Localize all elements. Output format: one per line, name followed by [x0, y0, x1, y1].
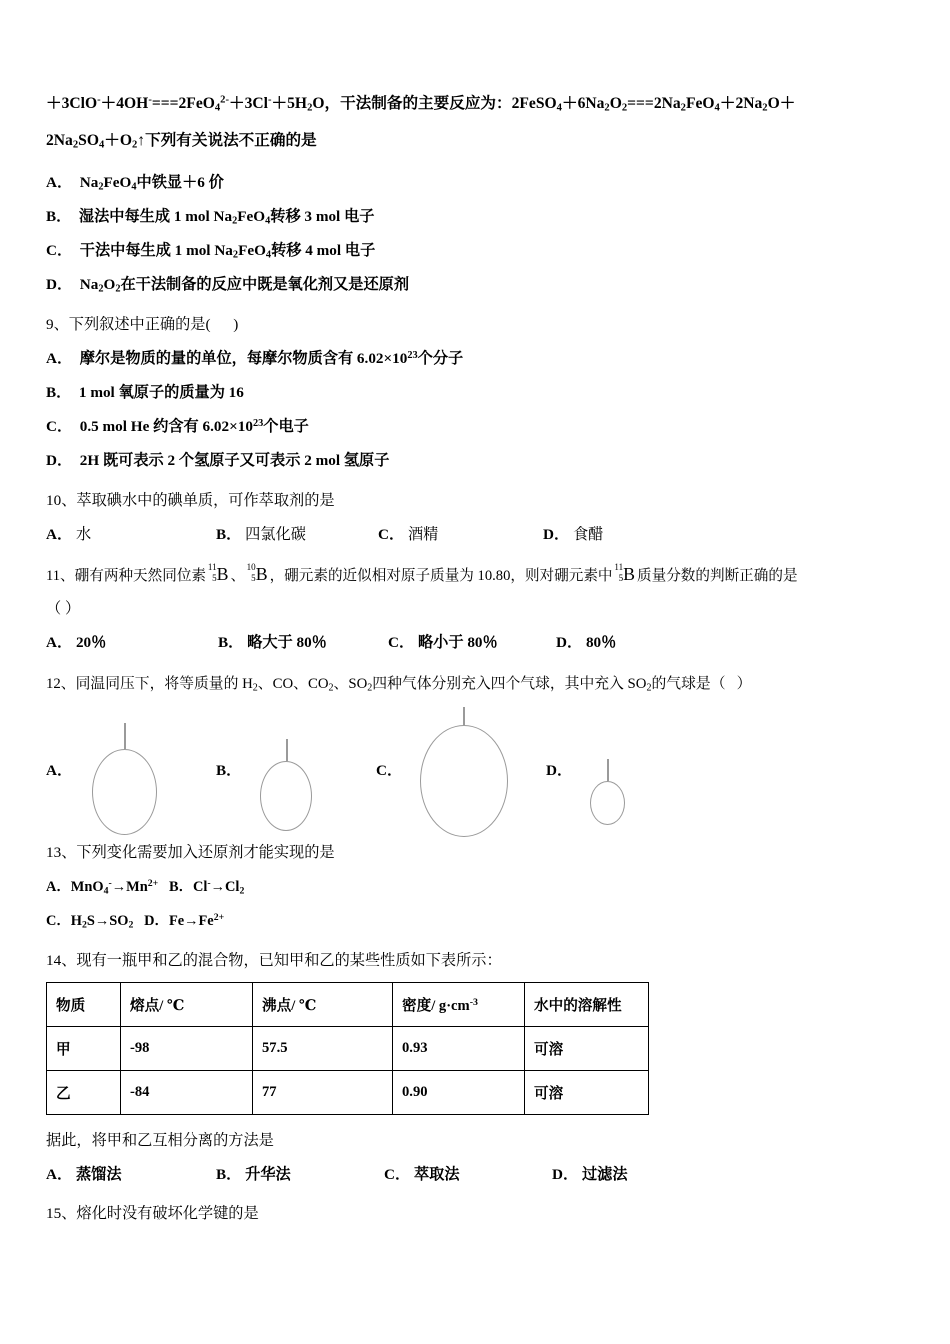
isotope-mass-number: 10: [246, 561, 256, 572]
q11-stem-line2: （ ）: [46, 599, 81, 617]
q14-option-b-text: 升华法: [245, 1165, 291, 1183]
q9-option-a-label: A．: [46, 349, 73, 367]
q14-post-table-text: 据此，将甲和乙互相分离的方法是: [46, 1131, 274, 1149]
q11-stem-text-3: 质量分数的判断正确的是: [637, 567, 798, 584]
q11-option-a-text: 20％: [75, 633, 107, 651]
balloon-bulb: [420, 725, 508, 837]
q11-option-c[interactable]: [388, 631, 556, 652]
q10-option-b-label: B．: [216, 525, 242, 543]
q8-option-b-text: 湿法中每生成 1 mol $Na_2FeO_4$转移 3 mol 电子: [75, 207, 375, 227]
q9-option-d-label: D．: [46, 451, 73, 469]
q9-option-a[interactable]: [46, 347, 918, 368]
q15-stem: [46, 1202, 918, 1223]
q14-option-d[interactable]: [552, 1163, 628, 1184]
table-header-density: 密度/ $g\cdot cm^{-3}$: [393, 982, 525, 1026]
q12-option-a-label: A．: [46, 761, 73, 779]
table-header-solubility: 水中的溶解性: [525, 982, 649, 1026]
q11-option-c-label: C．: [388, 633, 415, 651]
table-cell-solubility: 可溶: [525, 1070, 649, 1114]
q8-option-b-label: B．: [46, 207, 72, 225]
q8-option-a[interactable]: [46, 171, 918, 192]
table-cell-melting-point: -98: [121, 1026, 253, 1070]
q8-equation-text-1: $+3ClO^-+4OH^-===2FeO_4^{2-}+3Cl^-+5H_2O$，干法制备的主要反应为：$2FeSO_4+6Na_2O_2===2Na_2FeO_4+2Na_2O+$: [46, 94, 796, 114]
isotope-boron-11-b: [614, 561, 635, 585]
q9-option-b-text: 1 mol 氧原子的质量为 16: [75, 383, 244, 401]
q9-option-a-text: 摩尔是物质的量的单位，每摩尔物质含有 $6.02\times 10^{23}$个分子: [75, 349, 464, 367]
q12-option-d[interactable]: [546, 715, 706, 833]
q10-option-c-text: 酒精: [407, 525, 439, 543]
q13-option-line-1[interactable]: [46, 875, 918, 896]
q14-stem-text: 现有一瓶甲和乙的混合物，已知甲和乙的某些性质如下表所示：: [76, 951, 502, 969]
balloon-stem: [607, 759, 609, 781]
q13-option-line-2[interactable]: [46, 909, 918, 930]
isotope-boron-10: [246, 561, 268, 585]
q9-number: 9、: [46, 315, 69, 333]
q11-option-a-label: A．: [46, 633, 73, 651]
q13-option-b: B．$Cl^-\to Cl_2$: [168, 877, 245, 897]
balloon-icon-c: [420, 707, 512, 839]
q11-option-d-label: D．: [556, 633, 583, 651]
q10-number: 10、: [46, 491, 77, 509]
q12-option-d-label: D．: [546, 761, 573, 779]
q15-number: 15、: [46, 1204, 77, 1222]
q11-option-b-label: B．: [218, 633, 244, 651]
q8-option-d[interactable]: [46, 273, 918, 294]
balloon-bulb: [260, 761, 312, 831]
q11-option-c-text: 略小于 80％: [417, 633, 498, 651]
q8-option-a-label: A．: [46, 173, 73, 191]
table-cell-substance: 甲: [47, 1026, 121, 1070]
table-cell-melting-point: -84: [121, 1070, 253, 1114]
q9-option-d[interactable]: [46, 449, 918, 470]
q11-stem-text-1: 硼有两种天然同位素: [74, 567, 207, 584]
balloon-icon-b: [260, 739, 320, 833]
balloon-icon-d: [590, 759, 632, 829]
document-body: [46, 92, 918, 1225]
q12-balloon-choices: [46, 715, 918, 833]
q12-number: 12、: [46, 675, 76, 692]
q14-number: 14、: [46, 951, 77, 969]
q14-option-b[interactable]: [216, 1163, 384, 1184]
q9-option-b[interactable]: [46, 381, 918, 402]
table-cell-substance: 乙: [47, 1070, 121, 1114]
table-header-melting-point: 熔点/ ℃: [121, 982, 253, 1026]
q13-number: 13、: [46, 843, 77, 861]
q13-option-c: C．$H_2S\to SO_2$: [46, 912, 134, 931]
table-cell-boiling-point: 57.5: [253, 1026, 393, 1070]
balloon-icon-a: [92, 723, 162, 835]
q12-option-c[interactable]: [376, 715, 546, 833]
isotope-mass-number: 11: [614, 561, 624, 572]
table-cell-density: 0.93: [393, 1026, 525, 1070]
q8-option-c-label: C．: [46, 241, 73, 259]
q8-equation-line-2: [46, 129, 918, 152]
q8-option-d-text: $Na_2O_2$在干法制备的反应中既是氧化剂又是还原剂: [75, 275, 410, 295]
q14-properties-table-wrap: [46, 982, 918, 1115]
q8-equation-text-2: $2Na_2SO_4+O_2↑$下列有关说法不正确的是: [46, 132, 317, 151]
q10-option-c[interactable]: [378, 523, 543, 544]
q12-stem-text: 同温同压下，将等质量的 $H_2$、CO、$CO_2$、$SO_2$四种气体分别充入四个气球，其中充入 $SO_2$的气球是（ ）: [75, 675, 752, 694]
table-header-row: [47, 982, 649, 1026]
balloon-stem: [463, 707, 465, 725]
table-cell-boiling-point: 77: [253, 1070, 393, 1114]
q9-option-b-label: B．: [46, 383, 72, 401]
q10-option-d-text: 食醋: [572, 525, 604, 543]
q14-option-b-label: B．: [216, 1165, 242, 1183]
q10-options: [46, 523, 918, 544]
balloon-stem: [286, 739, 288, 761]
q9-stem: [46, 313, 918, 334]
isotope-atomic-number: 5: [212, 573, 217, 584]
q10-option-c-label: C．: [378, 525, 405, 543]
q12-option-b-label: B．: [216, 761, 242, 779]
balloon-bulb: [92, 749, 157, 835]
q8-option-c[interactable]: [46, 239, 918, 260]
q12-option-c-label: C．: [376, 761, 403, 779]
q9-option-c-label: C．: [46, 417, 73, 435]
isotope-atomic-number: 5: [618, 573, 624, 584]
q14-options: [46, 1163, 918, 1184]
isotope-symbol: B: [255, 563, 268, 584]
q11-separator: 、: [230, 567, 246, 584]
q9-option-c-text: 0.5 mol He 约含有 $6.02\times 10^{23}$个电子: [75, 417, 309, 435]
q14-stem: [46, 949, 918, 970]
q11-option-b-text: 略大于 80％: [247, 633, 327, 651]
q11-stem: [46, 561, 918, 585]
isotope-symbol: B: [623, 563, 635, 584]
q12-option-b[interactable]: [216, 715, 376, 833]
q14-option-a-text: 蒸馏法: [75, 1165, 122, 1183]
table-cell-density: 0.90: [393, 1070, 525, 1114]
q14-option-d-label: D．: [552, 1165, 579, 1183]
table-cell-solubility: 可溶: [525, 1026, 649, 1070]
q10-option-b-text: 四氯化碳: [245, 525, 306, 543]
q14-option-c-label: C．: [384, 1165, 411, 1183]
q12-stem: [46, 672, 918, 693]
q8-option-a-text: $Na_2FeO_4$中铁显＋6 价: [75, 173, 224, 193]
q9-option-c[interactable]: [46, 415, 918, 436]
q8-option-d-label: D．: [46, 275, 73, 293]
q11-option-d[interactable]: [556, 631, 616, 652]
q11-option-b[interactable]: [218, 631, 388, 652]
q11-option-d-text: 80％: [585, 633, 617, 651]
q10-option-a-text: 水: [75, 525, 92, 543]
q13-stem-text: 下列变化需要加入还原剂才能实现的是: [76, 843, 335, 861]
q11-options: [46, 631, 918, 652]
q14-option-c[interactable]: [384, 1163, 552, 1184]
q9-stem-text: 下列叙述中正确的是( ): [68, 315, 239, 333]
balloon-stem: [124, 723, 126, 749]
q11-option-a[interactable]: [46, 631, 218, 652]
q11-stem-text-2: ，硼元素的近似相对原子质量为 10.80，则对硼元素中: [269, 567, 613, 584]
q13-stem: [46, 841, 918, 862]
q13-option-a: A．$MnO_4^-\to Mn^{2+}$: [46, 877, 159, 897]
q10-option-a-label: A．: [46, 525, 73, 543]
balloon-bulb: [590, 781, 625, 825]
isotope-mass-number: 11: [207, 561, 217, 572]
q9-option-d-text: 2H 既可表示 2 个氢原子又可表示 2 mol 氢原子: [75, 451, 390, 469]
table-header-boiling-point: 沸点/ ℃: [253, 982, 393, 1026]
q15-stem-text: 熔化时没有破坏化学键的是: [76, 1204, 259, 1222]
q14-option-c-text: 萃取法: [413, 1165, 460, 1183]
table-header-substance: 物质: [47, 982, 121, 1026]
table-row: [47, 1070, 649, 1114]
q11-number: 11、: [46, 567, 75, 584]
q13-option-d: D．$Fe\to Fe^{2+}$: [144, 911, 225, 929]
table-row: [47, 1026, 649, 1070]
q14-option-d-text: 过滤法: [581, 1165, 628, 1183]
q10-option-d[interactable]: [543, 523, 603, 544]
q14-option-a[interactable]: [46, 1163, 216, 1184]
q14-properties-table: [46, 982, 649, 1115]
q14-option-a-label: A．: [46, 1165, 73, 1183]
isotope-symbol: B: [216, 563, 229, 584]
q10-option-a[interactable]: [46, 523, 216, 544]
isotope-boron-11-a: [207, 561, 229, 585]
q10-option-b[interactable]: [216, 523, 378, 544]
q10-stem: [46, 489, 918, 510]
isotope-atomic-number: 5: [251, 573, 256, 584]
q12-option-a[interactable]: [46, 715, 216, 833]
q8-option-c-text: 干法中每生成 1 mol $Na_2FeO_4$转移 4 mol 电子: [75, 241, 376, 261]
q8-equation-line-1: [46, 92, 918, 115]
q8-option-b[interactable]: [46, 205, 918, 226]
q10-option-d-label: D．: [543, 525, 570, 543]
q10-stem-text: 萃取碘水中的碘单质，可作萃取剂的是: [76, 491, 335, 509]
